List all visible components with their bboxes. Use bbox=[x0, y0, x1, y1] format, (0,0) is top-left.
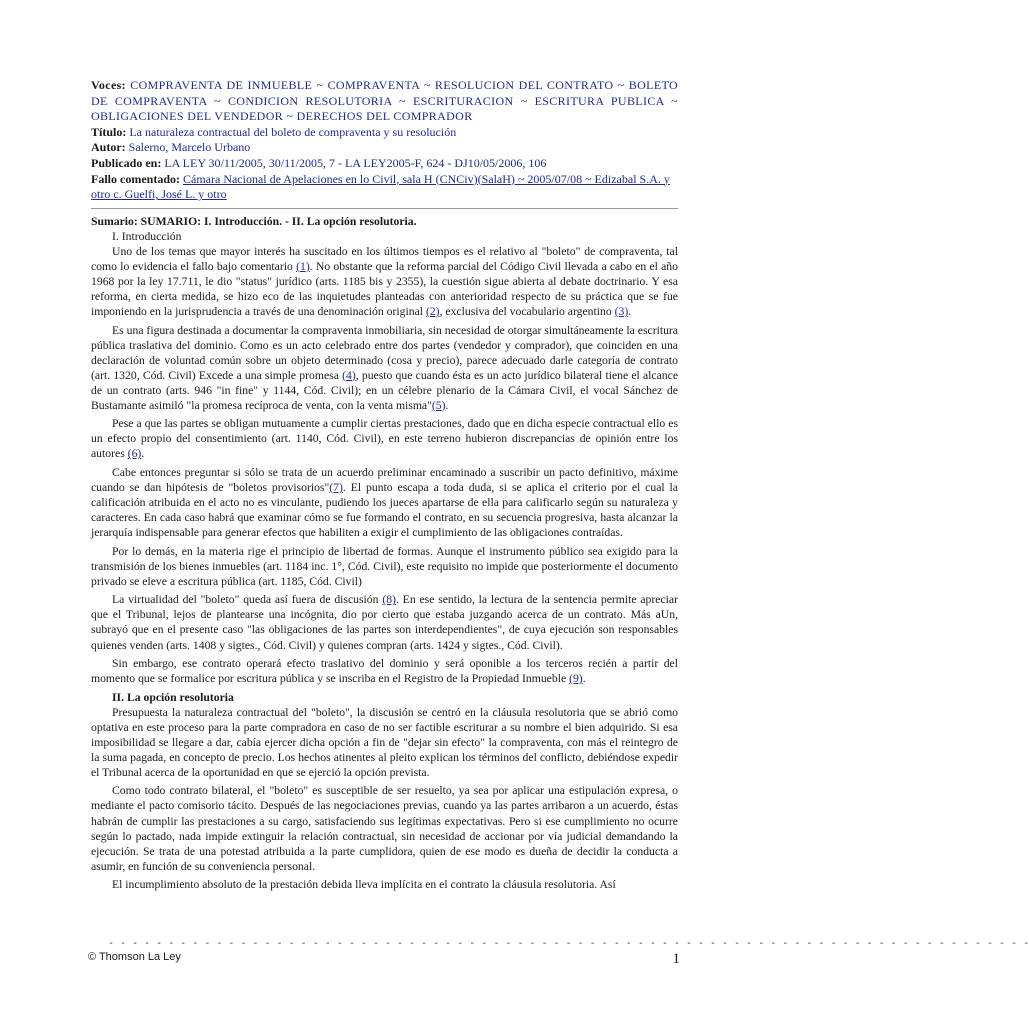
document-metadata bbox=[91, 78, 678, 203]
footnote-link-9[interactable]: (9) bbox=[569, 672, 583, 686]
autor-label: Autor: bbox=[91, 140, 126, 155]
footnote-link-1[interactable]: (1) bbox=[296, 259, 310, 273]
titulo-value: La naturaleza contractual del boleto de compraventa y su resolución bbox=[129, 124, 457, 139]
fallo-link[interactable]: Cámara Nacional de Apelaciones en lo Civil, sala H (CNCiv)(SalaH) ~ 2005/07/08 ~ Edizabal S.A. y otro c. Guelfi, José L. y otro bbox=[91, 171, 670, 202]
autor-value: Salerno, Marcelo Urbano bbox=[128, 140, 251, 155]
footnote-link-6[interactable]: (6) bbox=[127, 447, 142, 461]
paragraph-2: Es una figura destinada a documentar la compraventa inmobiliaria, sin necesidad de otorgar simultáneamente la escritura pública traslativa del dominio. Como es un acto celebrado entre dos partes (vendedor y comprador), que coinciden en una declaración de voluntad común sobre un objeto determinado (cosa y precio), parece adecuado darle categoría de contrato (art. 1320, Cód. Civil) Excede a una simple promesa (4), puesto que cuando ésta es un acto jurídico bilateral tiene el alcance de un contrato (arts. 946 "in fine" y 1144, Cód. Civil); en un célebre plenario de la Cámara Civil, el vocal Sánchez de Bustamante asimiló "la promesa recíproca de venta, con la venta misma"(5). bbox=[91, 323, 679, 412]
paragraph-5: Por lo demás, en la materia rige el principio de libertad de formas. Aunque el instrumento público sea exigido para la transmisión de los bienes inmuebles (art. 1184 inc. 1°, Cód. Civil), este requisito no impide que posteriormente el documento privado se eleve a escritura pública (art. 1185, Cód. Civil) bbox=[91, 544, 678, 588]
footnote-link-4[interactable]: (4) bbox=[342, 368, 356, 382]
paragraph-1: Uno de los temas que mayor interés ha suscitado en los últimos tiempos es el relativo al "boleto" de compraventa, tal como lo evidencia el fallo bajo comentario (1). No obstante que la reforma parcial del Código Civil llevada a cabo en el año 1968 por la ley 17.711, le dio "status" jurídico (arts. 1185 bis y 2355), la cuestión sigue abierta al debate doctrinario. Y esa reforma, en cierta medida, se hizo eco de las inquietudes planteadas con anterioridad respecto de su práctica que se fue imponiendo en la jurisprudencia a través de una denominación original (2), exclusiva del vocabulario argentino (3). bbox=[91, 244, 678, 319]
page-number: 1 bbox=[672, 951, 680, 967]
footnote-link-3[interactable]: (3) bbox=[614, 305, 629, 319]
article-body bbox=[91, 214, 678, 893]
fallo-line bbox=[91, 172, 678, 203]
footnote-link-8[interactable]: (8) bbox=[382, 593, 396, 607]
voces-keywords: COMPRAVENTA DE INMUEBLE ~ COMPRAVENTA ~ RESOLUCION DEL CONTRATO ~ BOLETO DE COMPRAVENTA ~ CONDICION RESOLUTORIA ~ ESCRITURACION ~ ESCRITURA PUBLICA ~ OBLIGACIONES DEL VENDEDOR ~ DERECHOS DEL COMPRADOR bbox=[91, 78, 678, 124]
section-heading-introduccion: I. Introducción bbox=[112, 229, 182, 243]
autor-line bbox=[91, 140, 678, 156]
publicado-value: LA LEY 30/11/2005, 30/11/2005, 7 - LA LEY2005-F, 624 - DJ10/05/2006, 106 bbox=[164, 155, 547, 170]
publicado-line bbox=[91, 156, 678, 172]
paragraph-7: Sin embargo, ese contrato operará efecto traslativo del dominio y será oponible a los terceros recién a partir del momento que se formalice por escritura pública y se inscriba en el Registro de la Propiedad Inmueble (9). bbox=[91, 657, 678, 686]
paragraph-8: Presupuesta la naturaleza contractual del "boleto", la discusión se centró en la cláusula resolutoria que se abrió como optativa en este proceso para la parte compradora en caso de no ser factible escriturar a su nombre el bien adquirido. Si esa imposibilidad se llegare a dar, cabía ejercer dicha opción a fin de "dejar sin efecto" la compraventa, con más el reintegro de la suma pagada, en concepto de precio. Los hechos atinentes al pleito explican los términos del conflicto, debiéndose expedir el Tribunal acerca de la oportunidad en que se ejerció la opción prevista. bbox=[91, 705, 678, 779]
page-footer bbox=[88, 938, 1029, 973]
paragraph-9: Como todo contrato bilateral, el "boleto" es susceptible de ser resuelto, ya sea por aplicar una estipulación expresa, o mediante el pacto comisorio tácito. Después de las negociaciones previas, cuando ya las partes arribaron a un acuerdo, éstas habrán de cumplir las prestaciones a su cargo, satisfaciendo sus legítimas expectativas. Pero si ese cumplimiento no ocurre según lo pactado, nada impide extinguir la relación contractual, sin necesidad de accionar por vía judicial demandando la ejecución. Se trata de una potestad atribuida a la parte cumplidora, quien de ese modo es dueña de decidir la conducta a asumir, en función de su conveniencia personal. bbox=[91, 784, 678, 873]
paragraph-3: Pese a que las partes se obligan mutuamente a cumplir ciertas prestaciones, dado que en dicha especie contractual ello es un efecto propio del consentimiento (art. 1140, Cód. Civil), en este terreno hubieron discrepancias de opinión entre los autores (6). bbox=[91, 417, 678, 461]
sumario: Sumario: SUMARIO: I. Introducción. - II. La opción resolutoria. bbox=[91, 214, 417, 228]
titulo-line bbox=[91, 125, 678, 141]
footnote-link-7[interactable]: (7) bbox=[329, 481, 343, 495]
titulo-label: Título: bbox=[91, 124, 127, 139]
publicado-label: Publicado en: bbox=[91, 155, 162, 170]
fallo-label: Fallo comentado: bbox=[91, 171, 180, 186]
section-heading-opcion-resolutoria: II. La opción resolutoria bbox=[112, 690, 234, 704]
metadata-divider bbox=[91, 208, 678, 209]
paragraph-4: Cabe entonces preguntar si sólo se trata de un acuerdo preliminar encaminado a suscribir un pacto definitivo, máxime cuando se dan hipótesis de "boletos provisorios"(7). El punto escapa a toda duda, si se aplica el criterio por el cual la calificación atribuida en el acto no es vinculante, pudiendo los jueces apartarse de ella para calificarlo según su naturaleza y caracteres. En cada caso habrá que examinar cómo se fue formando el contrato, en su secuencia progresiva, hasta alcanzar la jerarquía indispensable para generar efectos que habiliten a exigir el cumplimiento de las obligaciones contraídas. bbox=[91, 466, 678, 540]
footer-dashed-rule: - - - - - - - - - - - - - - - - - - - - - - - - - - - - - - - - - - - - - - - - - - - - - - - - - - - - - - - - - - - - - - - - - - - - - - - - - - - - - bbox=[108, 938, 1029, 949]
footnote-link-5[interactable]: (5) bbox=[431, 398, 446, 412]
footnote-link-2[interactable]: (2) bbox=[425, 305, 440, 319]
paragraph-10: El incumplimiento absoluto de la prestación debida lleva implícita en el contrato la cláusula resolutoria. Así bbox=[112, 878, 616, 892]
paragraph-6: La virtualidad del "boleto" queda así fuera de discusión (8). En ese sentido, la lectura de la sentencia permite apreciar que el Tribunal, lejos de plantearse una incógnita, dio por cierto que estaba juzgando acerca de un contrato. Más aUn, subrayó que en el presente caso "las obligaciones de las partes son interdependientes", de cuya ejecución son responsables quienes venden (arts. 1408 y sigtes., Cód. Civil) y quienes compran (arts. 1424 y sigtes., Cód. Civil). bbox=[91, 593, 678, 652]
voces-line bbox=[91, 78, 678, 125]
voces-label: Voces: bbox=[91, 78, 126, 92]
copyright-notice: © Thomson La Ley bbox=[88, 951, 181, 963]
